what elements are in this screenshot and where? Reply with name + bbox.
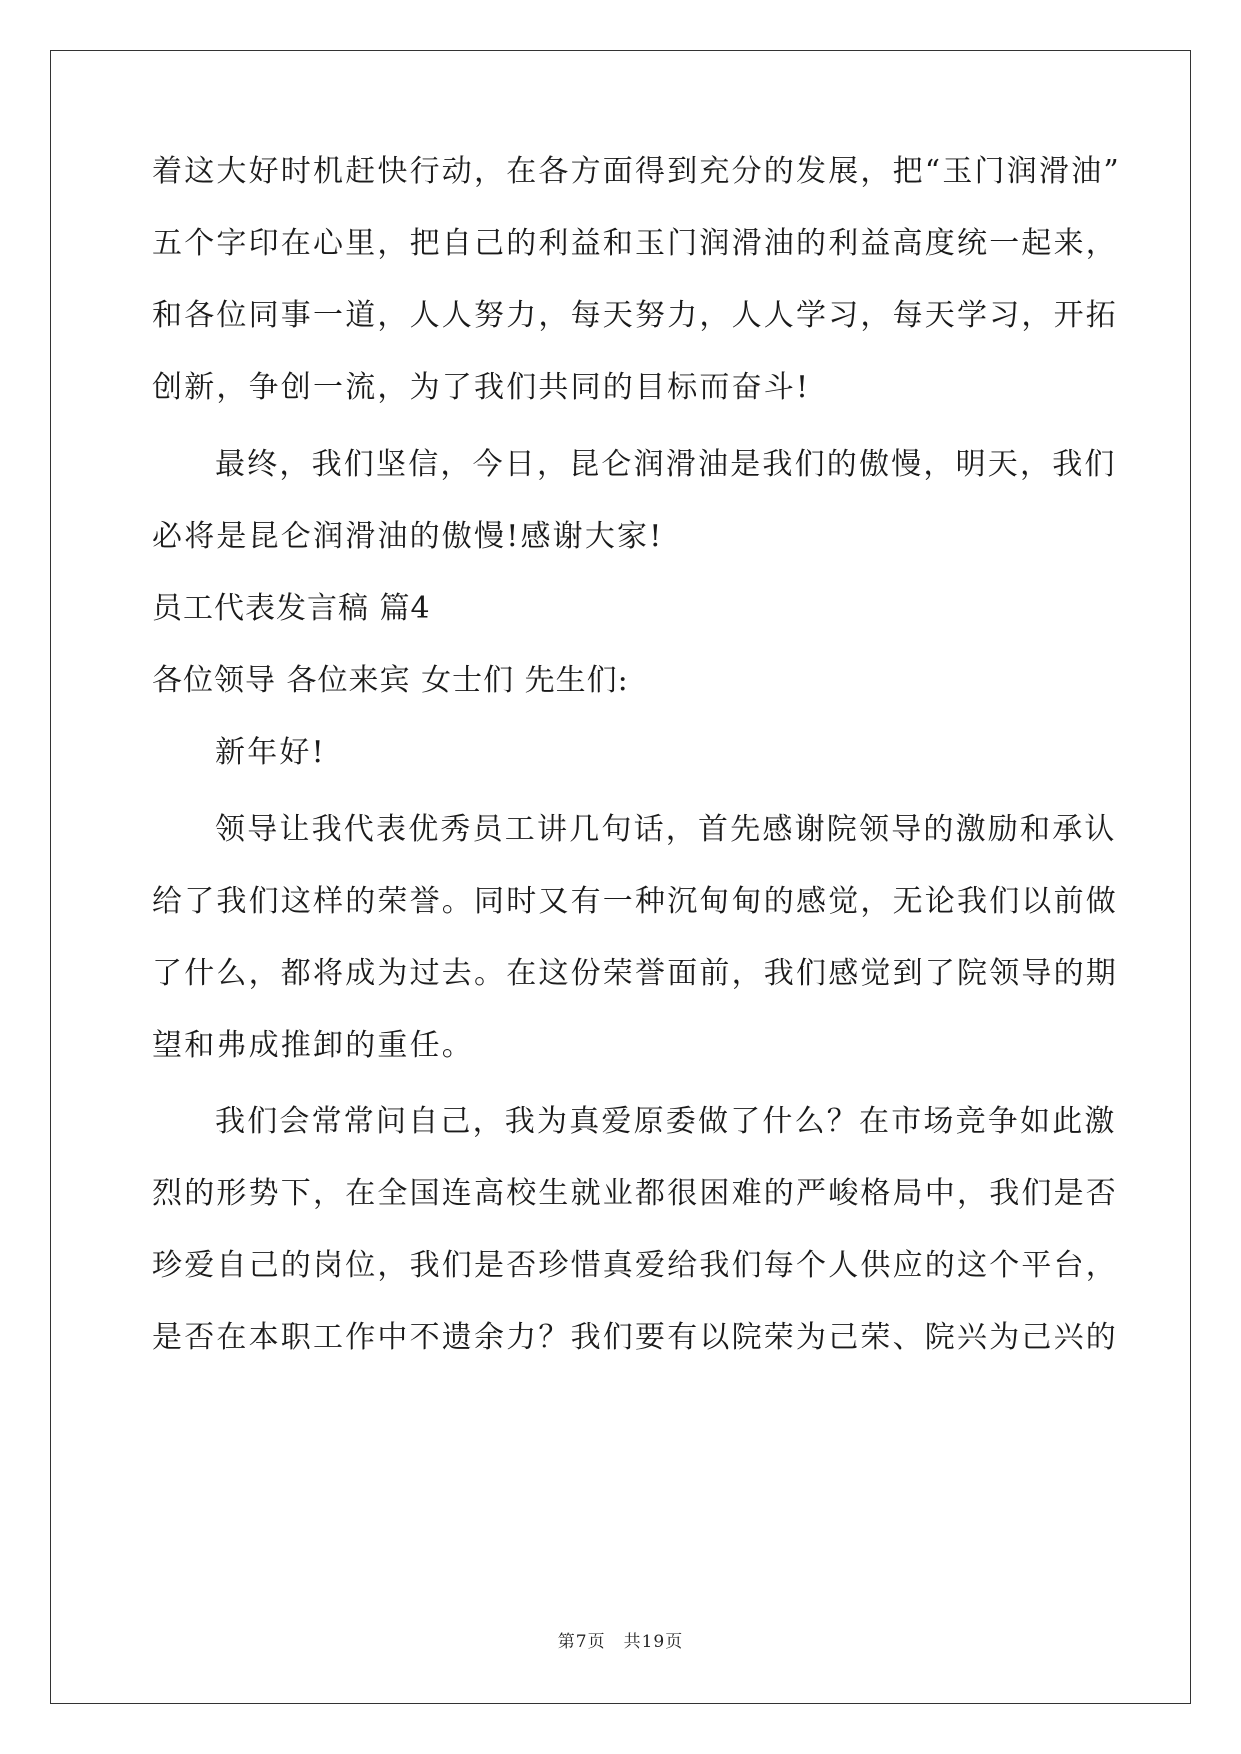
page-number-footer: 第7页 共19页: [557, 1632, 684, 1652]
salutation-line: 各位领导 各位来宾 女士们 先生们:: [152, 663, 629, 698]
body-text-line: 五个字印在心里，把自己的利益和玉门润滑油的利益高度统一起来，: [152, 226, 1118, 261]
section-heading: 员工代表发言稿 篇4: [152, 591, 431, 626]
body-text-line: 是否在本职工作中不遗余力？我们要有以院荣为己荣、院兴为己兴的: [152, 1320, 1118, 1355]
body-text-line: 烈的形势下，在全国连高校生就业都很困难的严峻格局中，我们是否: [152, 1176, 1118, 1211]
body-text-line: 领导让我代表优秀员工讲几句话，首先感谢院领导的激励和承认: [215, 812, 1117, 847]
body-text-line: 创新，争创一流，为了我们共同的目标而奋斗!: [152, 370, 811, 405]
body-text-line: 必将是昆仑润滑油的傲慢!感谢大家!: [152, 519, 664, 554]
body-text-line: 给了我们这样的荣誉。同时又有一种沉甸甸的感觉，无论我们以前做: [152, 884, 1118, 919]
body-text-line: 望和弗成推卸的重任。: [152, 1028, 474, 1063]
body-text-line: 了什么，都将成为过去。在这份荣誉面前，我们感觉到了院领导的期: [152, 956, 1118, 991]
body-text-line: 最终，我们坚信，今日，昆仑润滑油是我们的傲慢，明天，我们: [215, 447, 1117, 482]
body-text-line: 和各位同事一道，人人努力，每天努力，人人学习，每天学习，开拓: [152, 298, 1118, 333]
body-text-line: 着这大好时机赶快行动，在各方面得到充分的发展，把“玉门润滑油”: [152, 154, 1121, 189]
body-text-line: 珍爱自己的岗位，我们是否珍惜真爱给我们每个人供应的这个平台，: [152, 1248, 1118, 1283]
body-text-line: 我们会常常问自己，我为真爱原委做了什么？在市场竞争如此激: [215, 1104, 1117, 1139]
greeting-line: 新年好!: [215, 735, 326, 770]
